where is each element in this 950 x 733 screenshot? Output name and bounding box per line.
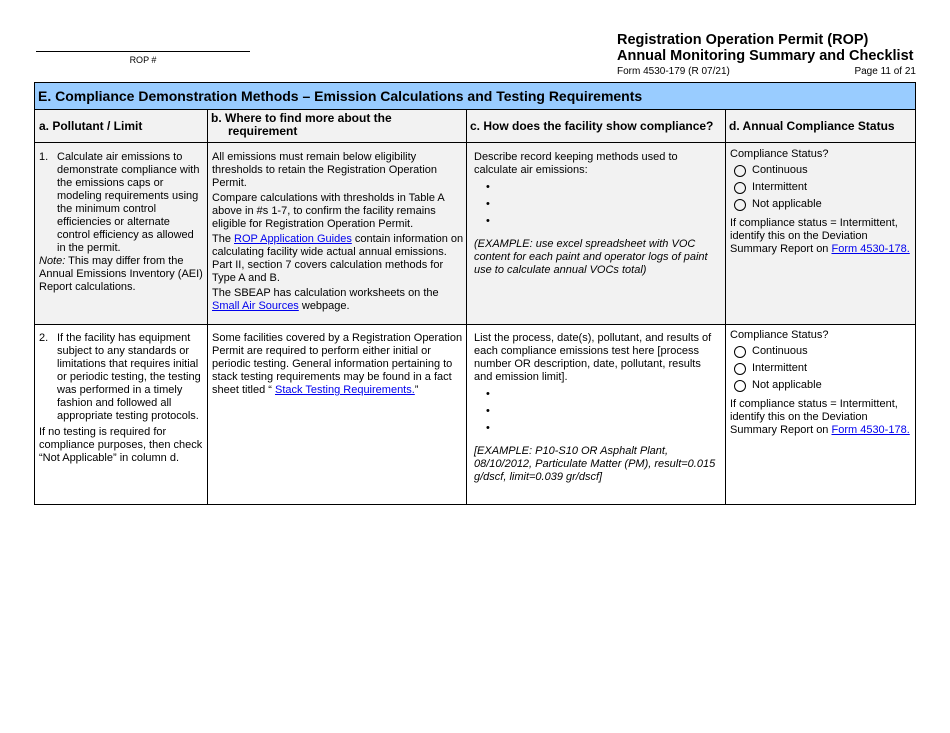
row-2-method-example: [EXAMPLE: P10-S10 OR Asphalt Plant, 08/10/2012, Particulate Matter (PM), result=0.015 g/dscf, limit=0.039 gr/dscf] bbox=[474, 445, 716, 483]
row-1-method-intro: Describe record keeping methods used to calculate air emissions: bbox=[474, 151, 678, 176]
row-2-note-text: If no testing is required for compliance purposes, then check “Not Applicable” in column d. bbox=[39, 426, 203, 464]
radio-button-icon[interactable] bbox=[734, 199, 746, 211]
bullet-point: • bbox=[486, 388, 490, 400]
form-meta bbox=[617, 66, 916, 77]
option-label: Not applicable bbox=[752, 198, 822, 210]
form-title-line1: Registration Operation Permit (ROP) bbox=[617, 32, 869, 48]
row-1-compliance-method[interactable] bbox=[474, 151, 722, 279]
column-divider bbox=[466, 110, 467, 505]
row-2-compliance-status bbox=[730, 329, 914, 439]
row-1-info-p3 bbox=[212, 233, 464, 285]
row-2-info-text bbox=[212, 332, 464, 397]
row-1-pollutant-limit bbox=[39, 151, 205, 296]
form-title-line2: Annual Monitoring Summary and Checklist bbox=[617, 48, 914, 64]
row-2-pollutant-limit bbox=[39, 332, 205, 467]
row-1-option-continuous[interactable] bbox=[730, 164, 914, 177]
row-2-number: 2. bbox=[39, 332, 49, 344]
rop-number-label: ROP # bbox=[129, 55, 157, 65]
row-1-info-p4-post: webpage. bbox=[298, 300, 350, 312]
row-1-option-not-applicable[interactable] bbox=[730, 198, 914, 211]
radio-button-icon[interactable] bbox=[734, 380, 746, 392]
row-1-info-p3-pre: The bbox=[212, 233, 235, 245]
row-1-method-list bbox=[474, 181, 722, 232]
row-1-info-p4-pre: The SBEAP has calculation worksheets on the bbox=[212, 287, 439, 299]
row-2-option-continuous[interactable] bbox=[730, 345, 914, 358]
row-1-requirement-info bbox=[212, 151, 464, 315]
row-1-info-p3-post: contain information on calculating facility wide actual annual emissions. Part II, section 7 covers calculation methods for Type A and B. bbox=[212, 233, 464, 284]
row-2-compliance-method[interactable] bbox=[474, 332, 722, 486]
bullet-point: • bbox=[486, 405, 490, 417]
bullet-point: • bbox=[486, 422, 490, 434]
rop-number-line[interactable] bbox=[36, 51, 250, 52]
option-label: Intermittent bbox=[752, 362, 808, 374]
column-header-d: d. Annual Compliance Status bbox=[725, 110, 915, 143]
row-2-info-post: ” bbox=[414, 384, 419, 396]
column-divider bbox=[207, 110, 208, 505]
radio-button-icon[interactable] bbox=[734, 363, 746, 375]
radio-button-icon[interactable] bbox=[734, 182, 746, 194]
column-header-a: a. Pollutant / Limit bbox=[35, 110, 207, 143]
column-header-b-line1: b. Where to find more about the bbox=[211, 111, 392, 125]
row-1-info-p4 bbox=[212, 287, 464, 313]
row-2-status-heading: Compliance Status? bbox=[730, 329, 829, 341]
option-label: Intermittent bbox=[752, 181, 808, 193]
row-2-option-intermittent[interactable] bbox=[730, 362, 914, 375]
section-title: E. Compliance Demonstration Methods – Emission Calculations and Testing Requirements bbox=[35, 83, 915, 110]
form-4530-178-link[interactable]: Form 4530-178. bbox=[831, 424, 910, 436]
row-1-number: 1. bbox=[39, 151, 49, 163]
column-divider bbox=[725, 110, 726, 505]
row-2-status-note-text: If compliance status = Intermittent, identify this on the Deviation Summary Report on bbox=[730, 398, 898, 436]
row-1-info-p2: Compare calculations with thresholds in Table A above in #s 1-7, to confirm the facility remains eligible for Registration Operation Permit. bbox=[212, 192, 445, 230]
row-2-status-note bbox=[730, 398, 914, 437]
row-1-status-note-text: If compliance status = Intermittent, identify this on the Deviation Summary Report on bbox=[730, 217, 898, 255]
row-2-requirement-info bbox=[212, 332, 464, 399]
column-header-c: c. How does the facility show compliance? bbox=[466, 110, 725, 143]
bullet-point: • bbox=[486, 215, 490, 227]
option-label: Continuous bbox=[752, 164, 808, 176]
column-header-b-line2: requirement bbox=[228, 124, 298, 138]
row-1-compliance-status bbox=[730, 148, 914, 258]
stack-testing-requirements-link[interactable]: Stack Testing Requirements. bbox=[274, 384, 415, 396]
form-4530-178-link[interactable]: Form 4530-178. bbox=[831, 243, 910, 255]
option-label: Continuous bbox=[752, 345, 808, 357]
row-2-limit-text: If the facility has equipment subject to any standards or limitations that requires initial or periodic testing, the testing was performed in a timely fashion and followed all appropriate testing protocols. bbox=[57, 332, 201, 422]
page-number: Page 11 of 21 bbox=[854, 66, 916, 77]
row-1-note-label: Note: bbox=[39, 255, 66, 267]
bullet-point: • bbox=[486, 198, 490, 210]
row-2-option-not-applicable[interactable] bbox=[730, 379, 914, 392]
bullet-point: • bbox=[486, 181, 490, 193]
row-1-method-example: (EXAMPLE: use excel spreadsheet with VOC content for each paint and operator logs of paint use to calculate annual VOCs total) bbox=[474, 238, 708, 276]
form-title bbox=[617, 32, 917, 64]
row-1-limit-text: Calculate air emissions to demonstrate compliance with the emissions caps or modeling requirements using the minimum control efficiencies or alternate control efficiency as allowed in the permit. bbox=[57, 151, 200, 254]
row-1-status-note bbox=[730, 217, 914, 256]
row-2-info-pre: Some facilities covered by a Registration Operation Permit are required to perform either initial or periodic testing. General information pertaining to stack testing requirements may be found in a fact sheet titled “ bbox=[212, 332, 463, 396]
row-2-method-list bbox=[474, 388, 722, 439]
row-1-option-intermittent[interactable] bbox=[730, 181, 914, 194]
small-air-sources-link[interactable]: Small Air Sources bbox=[212, 300, 299, 312]
option-label: Not applicable bbox=[752, 379, 822, 391]
form-number: Form 4530-179 (R 07/21) bbox=[617, 66, 730, 77]
row-divider bbox=[35, 324, 915, 325]
column-header-b bbox=[207, 110, 466, 143]
row-1-status-heading: Compliance Status? bbox=[730, 148, 829, 160]
row-1-info-p1: All emissions must remain below eligibility thresholds to retain the Registration Operation Permit. bbox=[212, 151, 438, 189]
row-2-method-intro: List the process, date(s), pollutant, and results of each compliance emissions test here [process number OR description, date, pollutant, results and emission limit]. bbox=[474, 332, 712, 383]
rop-application-guides-link[interactable]: ROP Application Guides bbox=[234, 233, 352, 245]
row-1-note-text: This may differ from the Annual Emissions Inventory (AEI) Report calculations. bbox=[39, 255, 203, 293]
radio-button-icon[interactable] bbox=[734, 165, 746, 177]
compliance-table bbox=[34, 82, 916, 505]
radio-button-icon[interactable] bbox=[734, 346, 746, 358]
